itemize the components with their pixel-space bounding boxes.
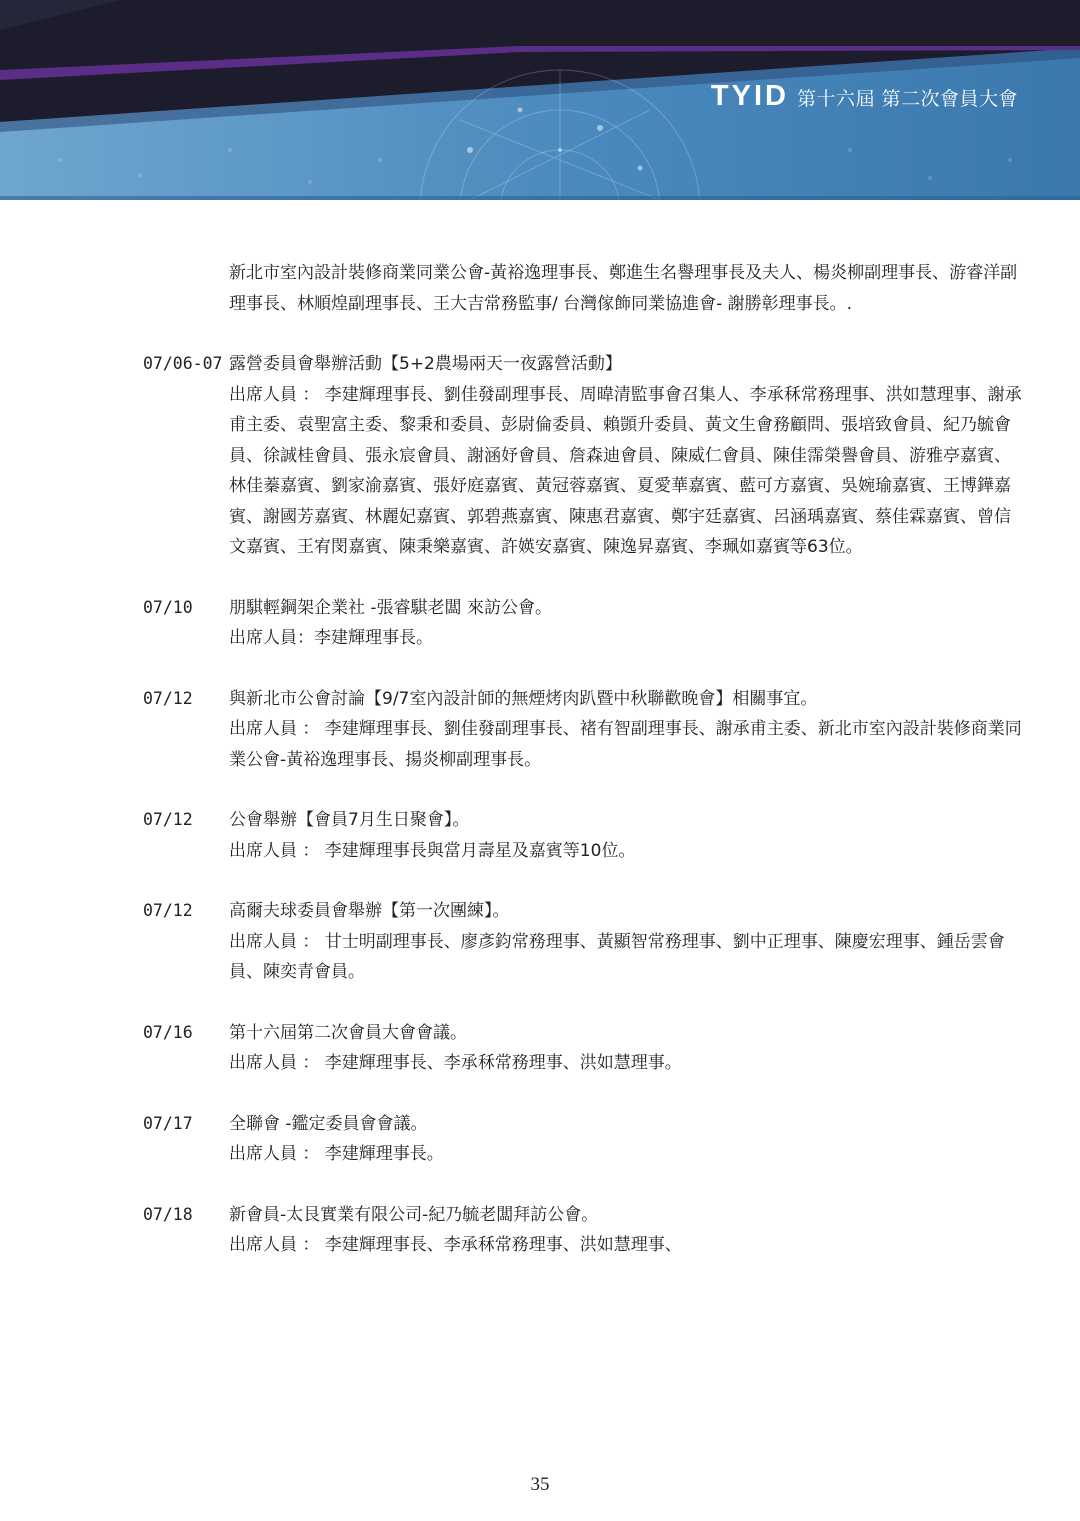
entry-body [229, 593, 1023, 654]
entry-body [229, 1018, 1023, 1079]
entry-title: 新會員-太艮實業有限公司-紀乃毓老闆拜訪公會。 [229, 1204, 599, 1225]
activity-entry [143, 684, 1023, 776]
entry-attendees: 出席人員 ： 李建輝理事長、劉佳發副理事長、褚有智副理事長、謝承甫主委、新北市室內設計裝修商業同業公會-黃裕逸理事長、揚炎柳副理事長。 [229, 719, 1022, 770]
entry-body [229, 1200, 1023, 1261]
activity-entry [143, 805, 1023, 866]
entry-body [229, 349, 1023, 563]
entry-title: 露營委員會舉辦活動【5+2農場兩天一夜露營活動】 [229, 354, 622, 374]
entry-attendees: 出席人員：李建輝理事長。 [229, 628, 433, 648]
entry-title: 朋騏輕鋼架企業社 -張睿騏老闆 來訪公會。 [229, 597, 552, 618]
page-number: 35 [530, 1474, 550, 1495]
document-content [143, 258, 1023, 1261]
activity-entry [143, 1018, 1023, 1079]
brand-logo-text: TYID [710, 80, 789, 112]
entry-date: 07/12 [143, 810, 193, 829]
entry-body [229, 1109, 1023, 1170]
entry-date: 07/16 [143, 1022, 193, 1042]
entry-title: 與新北市公會討論【9/7室內設計師的無煙烤肉趴暨中秋聯歡晚會】相關事宜。 [229, 688, 818, 709]
entry-attendees: 出席人員 ： 李建輝理事長。 [229, 1144, 444, 1164]
entry-title: 高爾夫球委員會舉辦【第一次團練】。 [229, 901, 510, 921]
entry-title: 公會舉辦【會員7月生日聚會】。 [229, 810, 470, 830]
entry-attendees: 出席人員 ： 李建輝理事長與當月壽星及嘉賓等10位。 [229, 840, 636, 861]
entry-attendees: 出席人員 ： 李建輝理事長、劉佳發副理事長、周暐清監事會召集人、李承秝常務理事、洪如慧理事、謝承甫主委、袁聖富主委、黎秉和委員、彭尉倫委員、賴顗升委員、黃文生會務顧問、張培致會員、紀乃毓會員、徐誠桂會員、張永宸會員、謝涵妤會員、詹森迪會員、陳威仁會員、陳佳霈榮譽會員、游雅亭嘉賓、林佳蓁嘉賓、劉家渝嘉賓、張妤庭嘉賓、黃冠蓉嘉賓、夏愛華嘉賓、藍可方嘉賓、吳婉瑜嘉賓、王博鏵嘉賓、謝國芳嘉賓、林麗妃嘉賓、郭碧燕嘉賓、陳惠君嘉賓、鄭宇廷嘉賓、呂涵瑀嘉賓、蔡佳霖嘉賓、曾信文嘉賓、王宥閔嘉賓、陳秉樂嘉賓、許媖安嘉賓、陳逸昇嘉賓、李珮如嘉賓等63位。 [229, 384, 1022, 557]
activity-entry [143, 896, 1023, 988]
entry-date: 07/10 [143, 597, 193, 617]
entry-body [229, 896, 1023, 988]
header-title [711, 80, 1018, 114]
header-subtitle: 第十六屆 第二次會員大會 [796, 88, 1018, 110]
entry-title: 全聯會 -鑑定委員會會議。 [229, 1113, 428, 1134]
entry-date: 07/17 [143, 1113, 193, 1133]
activity-entry [143, 593, 1023, 654]
header-banner [0, 0, 1080, 200]
entry-attendees: 出席人員 ： 李建輝理事長、李承秝常務理事、洪如慧理事。 [229, 1053, 682, 1073]
intro-paragraph: 新北市室內設計裝修商業同業公會-黃裕逸理事長、鄭進生名譽理事長及夫人、楊炎柳副理事長、游睿洋副理事長、林順煌副理事長、王大吉常務監事/ 台灣傢飾同業協進會- 謝勝彰理事長。. [229, 263, 1018, 314]
activity-entry [143, 349, 1023, 563]
entry-attendees: 出席人員 ： 李建輝理事長、李承秝常務理事、洪如慧理事、 [229, 1235, 682, 1255]
entry-attendees: 出席人員 ： 甘士明副理事長、廖彥鈞常務理事、黃顯智常務理事、劉中正理事、陳慶宏理事、鍾岳雲會員、陳奕青會員。 [229, 931, 1005, 982]
activity-entry [143, 1109, 1023, 1170]
activity-entry [143, 1200, 1023, 1261]
entry-date: 07/12 [143, 688, 193, 708]
entry-title: 第十六屆第二次會員大會會議。 [229, 1022, 467, 1043]
entry-date: 07/18 [143, 1204, 193, 1224]
entry-body [229, 805, 1023, 866]
entry-body [229, 684, 1023, 776]
entry-date: 07/12 [143, 901, 193, 920]
entry-date: 07/06-07 [143, 354, 223, 373]
